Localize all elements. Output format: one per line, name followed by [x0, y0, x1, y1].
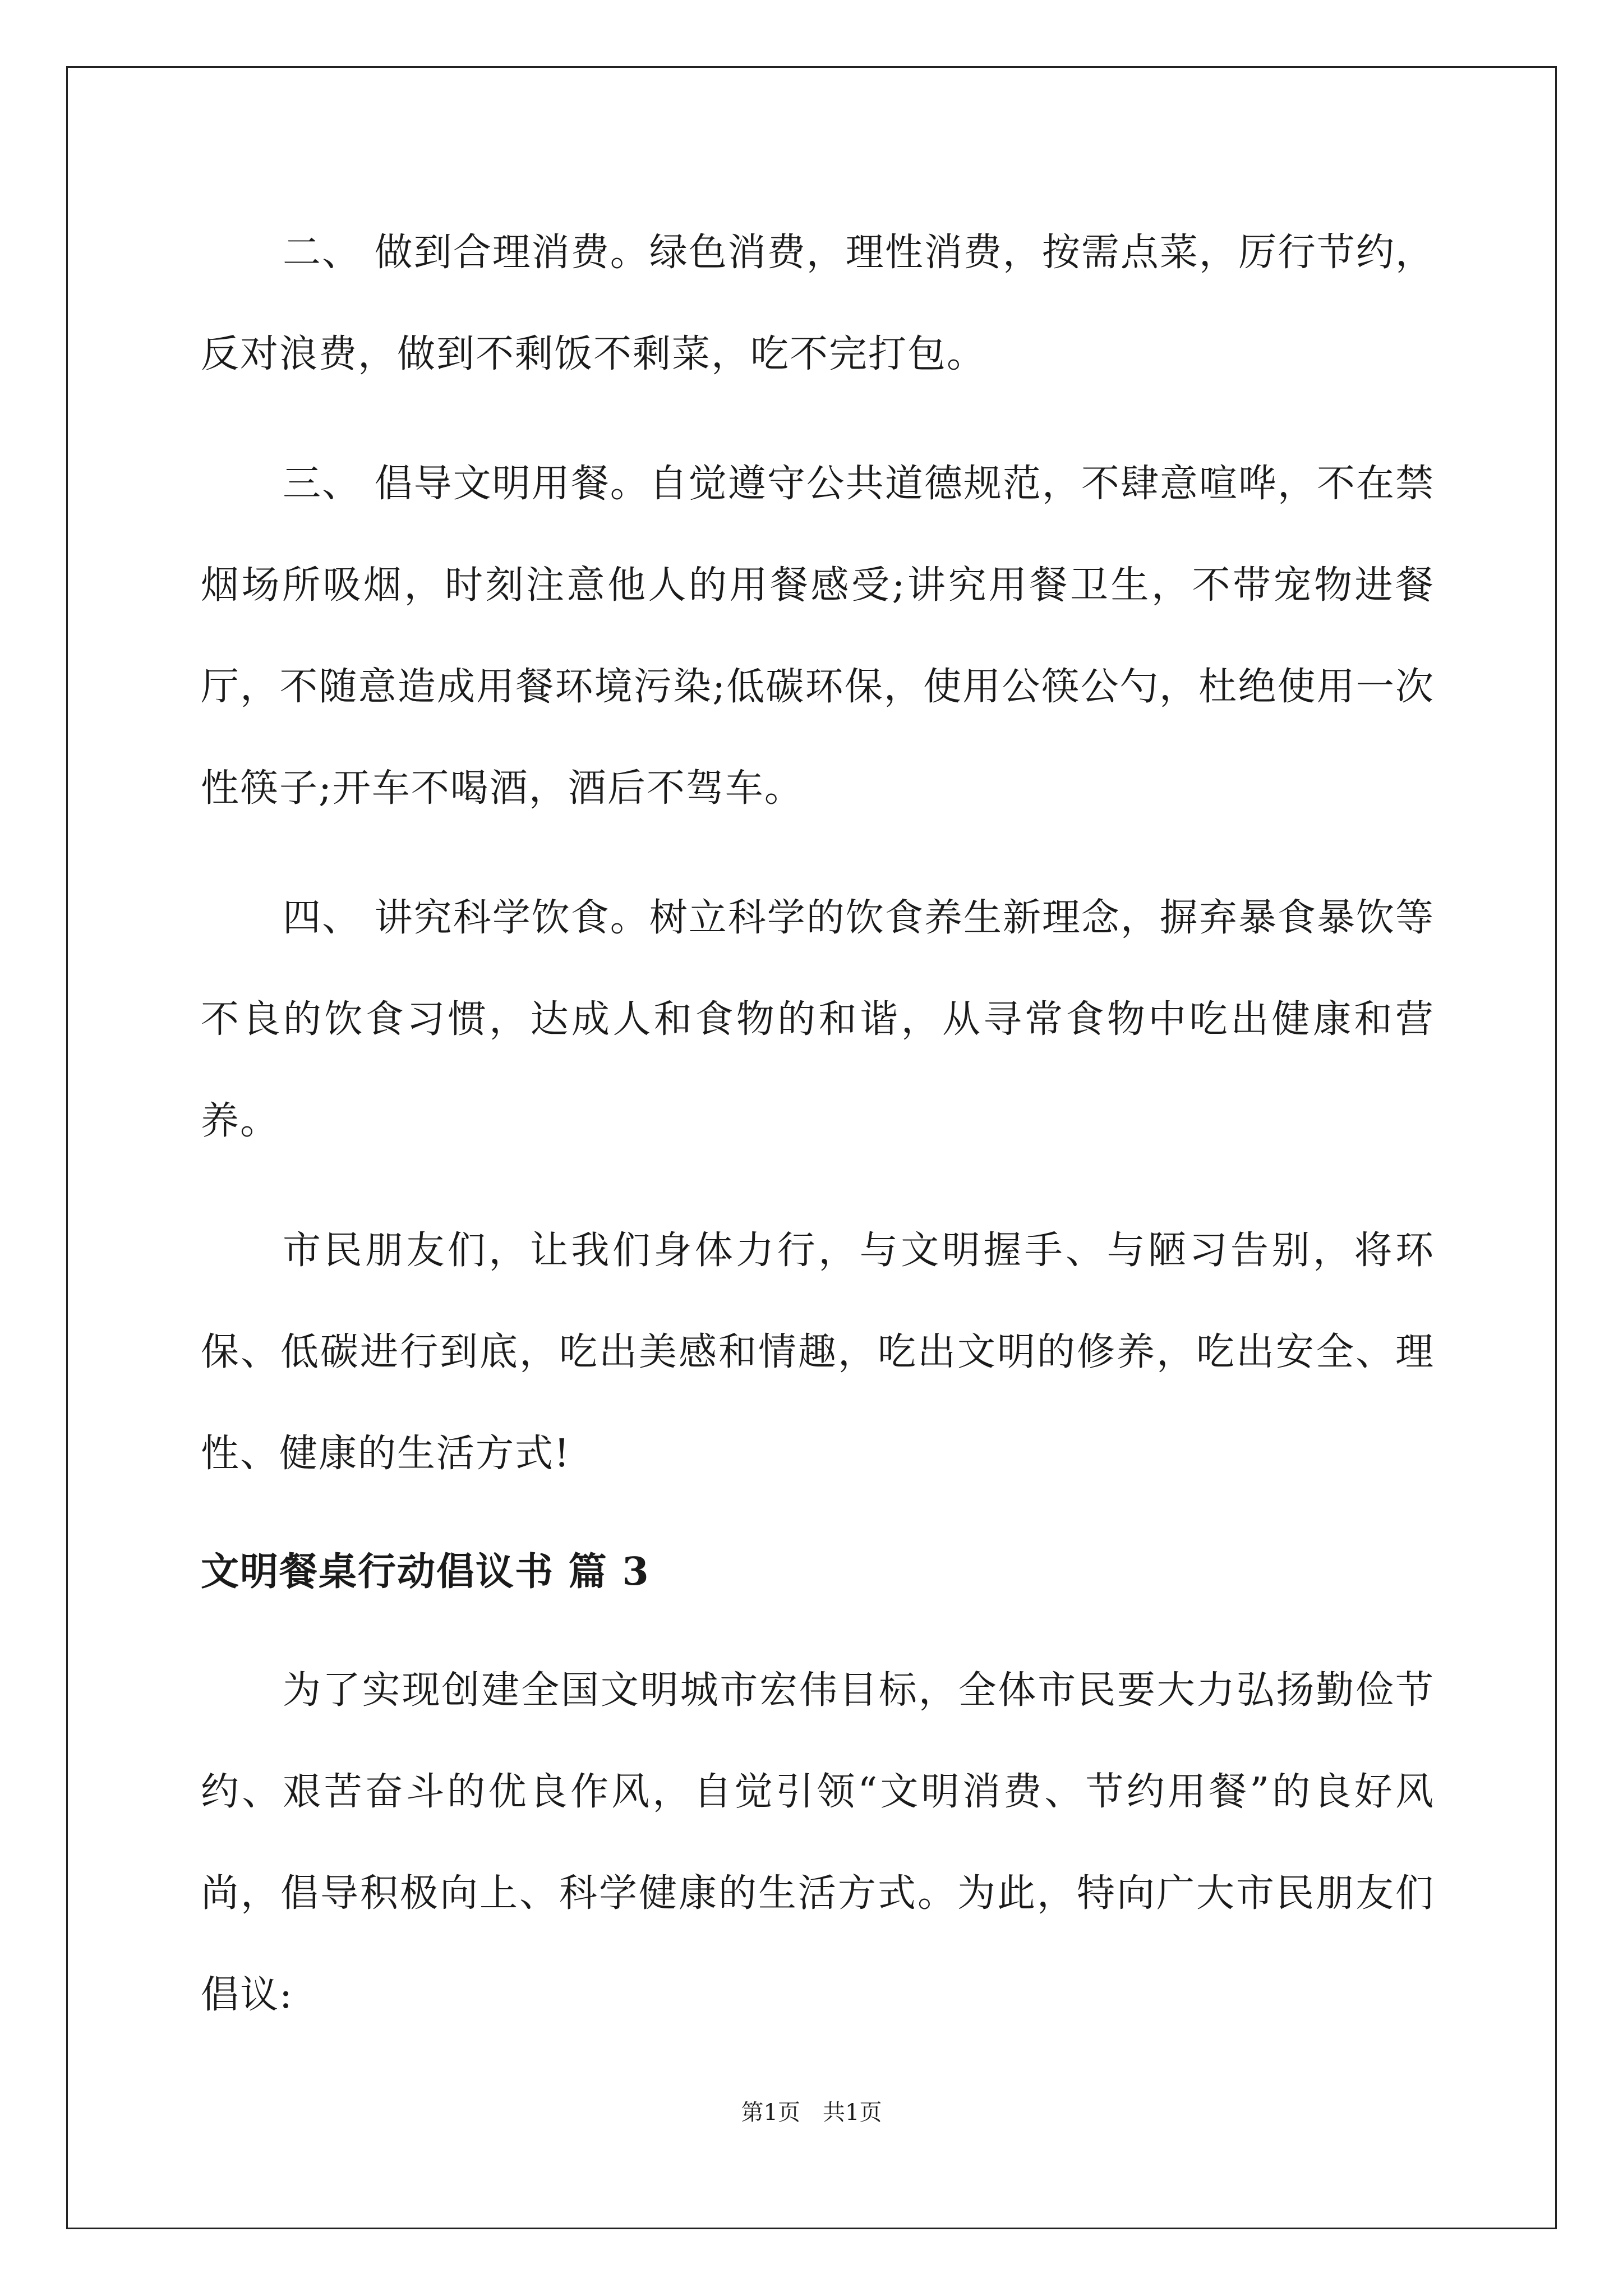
paragraph-item-3: 三、 倡导文明用餐。自觉遵守公共道德规范，不肆意喧哗，不在禁烟场所吸烟，时刻注意他人的用餐感受;讲究用餐卫生，不带宠物进餐厅，不随意造成用餐环境污染;低碳环保，使用公筷公勺，杜绝使用一次性筷子;开车不喝酒，酒后不驾车。 — [201, 462, 1435, 811]
document-body — [201, 202, 1435, 2046]
section-heading: 文明餐桌行动倡议书 篇 3 — [201, 1549, 650, 1594]
page-number: 第1页 — [741, 2100, 800, 2125]
page-footer — [0, 2095, 1623, 2127]
paragraph-item-4: 四、 讲究科学饮食。树立科学的饮食养生新理念，摒弃暴食暴饮等不良的饮食习惯，达成人和食物的和谐，从寻常食物中吃出健康和营养。 — [201, 896, 1435, 1143]
paragraph-closing: 市民朋友们，让我们身体力行，与文明握手、与陋习告别，将环保、低碳进行到底，吃出美感和情趣，吃出文明的修养，吃出安全、理性、健康的生活方式! — [201, 1228, 1435, 1476]
paragraph-intro: 为了实现创建全国文明城市宏伟目标，全体市民要大力弘扬勤俭节约、艰苦奋斗的优良作风，自觉引领“文明消费、节约用餐”的良好风尚，倡导积极向上、科学健康的生活方式。为此，特向广大市民朋友们倡议: — [201, 1668, 1435, 2017]
page-total: 共1页 — [823, 2100, 882, 2125]
paragraph-item-2: 二、 做到合理消费。绿色消费，理性消费，按需点菜，厉行节约，反对浪费，做到不剩饭不剩菜，吃不完打包。 — [201, 231, 1435, 376]
